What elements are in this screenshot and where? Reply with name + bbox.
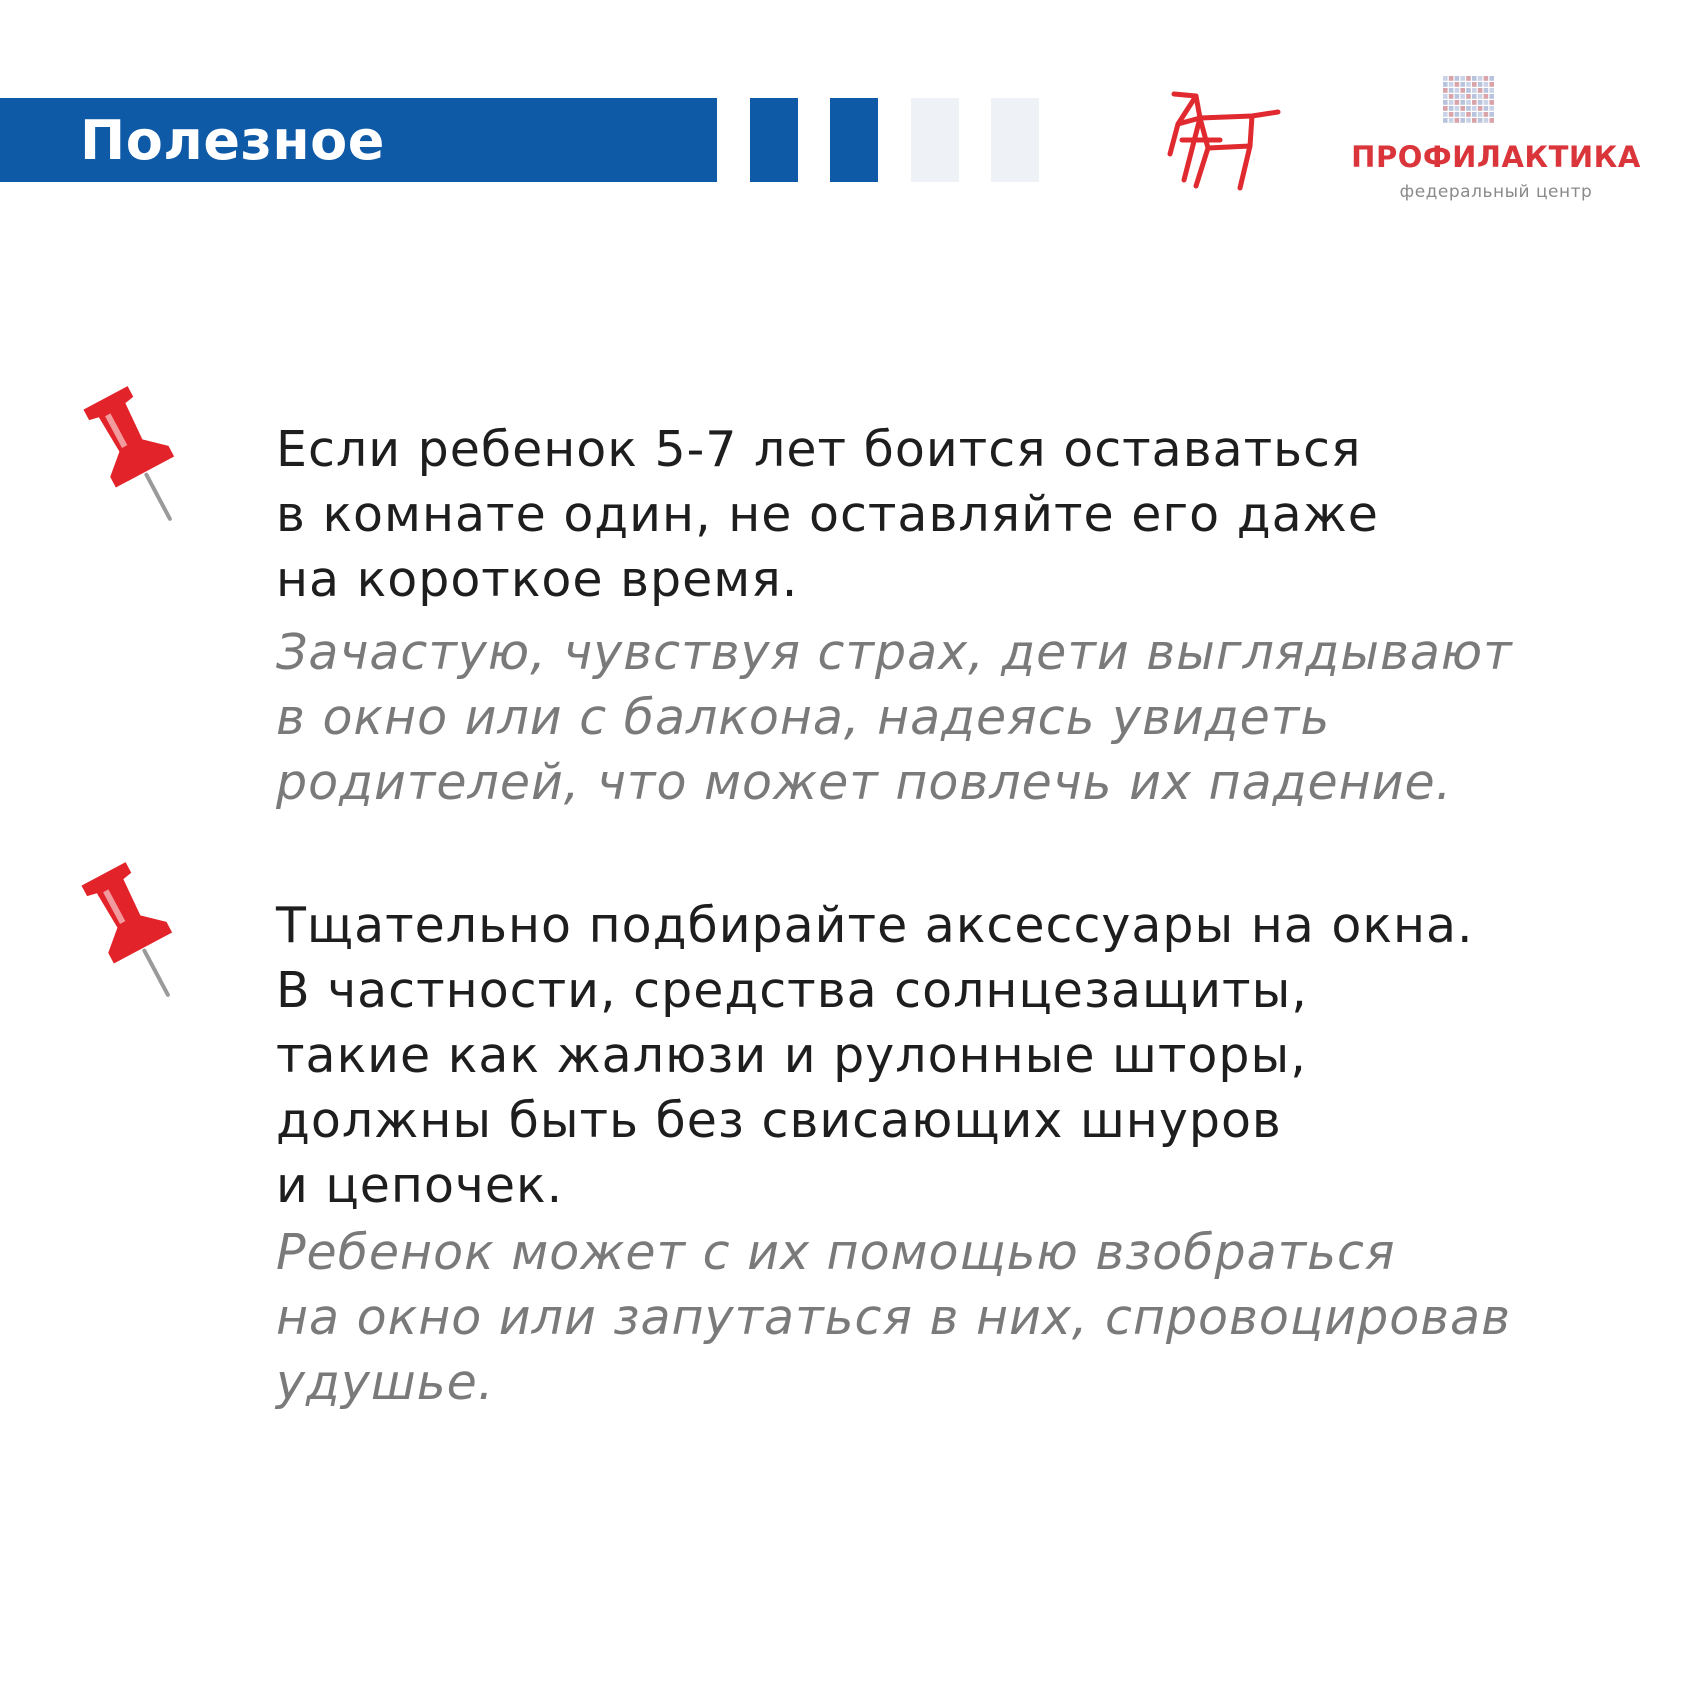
decor-block-light <box>991 98 1039 182</box>
brand-grid-cell <box>1455 94 1460 99</box>
brand-grid-cell <box>1460 106 1465 111</box>
brand-grid-cell <box>1455 100 1460 105</box>
brand-grid-cell <box>1443 88 1448 93</box>
brand-grid-cell <box>1489 106 1494 111</box>
brand-grid-cell <box>1449 76 1454 81</box>
brand-grid-cell <box>1472 94 1477 99</box>
note-line: в окно или с балкона, надеясь увидеть <box>276 689 1331 746</box>
brand-grid-cell <box>1466 106 1471 111</box>
brand-grid-cell <box>1484 100 1489 105</box>
brand-grid-cell <box>1489 118 1494 123</box>
page-title: Полезное <box>80 108 385 172</box>
brand-grid-cell <box>1484 88 1489 93</box>
tip-1-note-text <box>276 620 1656 815</box>
brand-grid-cell <box>1466 100 1471 105</box>
brand-grid-cell <box>1449 118 1454 123</box>
brand-subtitle: федеральный центр <box>1399 182 1593 202</box>
note-line: на окно или запутаться в них, спровоцировав <box>276 1289 1511 1346</box>
chair-logo-icon <box>1160 88 1285 193</box>
note-line: Ребенок может с их помощью взобраться <box>276 1224 1396 1281</box>
note-line: Зачастую, чувствуя страх, дети выглядывают <box>276 624 1513 681</box>
pushpin-icon <box>82 382 192 532</box>
brand-grid-cell <box>1472 118 1477 123</box>
brand-grid-cell <box>1478 106 1483 111</box>
brand-grid-icon <box>1443 76 1495 124</box>
tip-line: на короткое время. <box>276 551 799 608</box>
brand-grid-cell <box>1466 112 1471 117</box>
brand-grid-cell <box>1478 118 1483 123</box>
brand-grid-cell <box>1489 100 1494 105</box>
brand-grid-cell <box>1443 118 1448 123</box>
brand-grid-cell <box>1472 82 1477 87</box>
brand-grid-cell <box>1460 88 1465 93</box>
note-line: удушье. <box>276 1354 495 1411</box>
brand-grid-cell <box>1478 100 1483 105</box>
brand-grid-cell <box>1466 118 1471 123</box>
brand-grid-cell <box>1455 112 1460 117</box>
brand-grid-cell <box>1449 106 1454 111</box>
tip-line: должны быть без свисающих шнуров <box>276 1092 1282 1149</box>
brand-grid-cell <box>1472 100 1477 105</box>
pushpin-icon <box>80 858 190 1008</box>
brand-grid-cell <box>1443 94 1448 99</box>
brand-grid-cell <box>1478 82 1483 87</box>
brand-grid-cell <box>1455 118 1460 123</box>
brand-grid-cell <box>1472 106 1477 111</box>
brand-grid-cell <box>1484 118 1489 123</box>
brand-grid-cell <box>1455 82 1460 87</box>
brand-grid-cell <box>1460 76 1465 81</box>
brand-grid-cell <box>1478 88 1483 93</box>
brand-grid-cell <box>1443 106 1448 111</box>
decor-block-light <box>911 98 959 182</box>
brand-name: ПРОФИЛАКТИКА <box>1351 140 1641 174</box>
brand-grid-cell <box>1484 82 1489 87</box>
brand-grid-cell <box>1455 106 1460 111</box>
tip-line: В частности, средства солнцезащиты, <box>276 962 1308 1019</box>
brand-grid-cell <box>1472 112 1477 117</box>
brand-grid-cell <box>1466 82 1471 87</box>
brand-grid-cell <box>1449 100 1454 105</box>
brand-grid-cell <box>1460 118 1465 123</box>
brand-grid-cell <box>1466 76 1471 81</box>
note-line: родителей, что может повлечь их падение. <box>276 754 1453 811</box>
brand-grid-cell <box>1489 82 1494 87</box>
brand-grid-cell <box>1484 106 1489 111</box>
brand-grid-cell <box>1449 88 1454 93</box>
brand-grid-cell <box>1489 94 1494 99</box>
tip-line: и цепочек. <box>276 1157 564 1214</box>
brand-grid-cell <box>1460 112 1465 117</box>
brand-grid-cell <box>1484 94 1489 99</box>
tip-line: в комнате один, не оставляйте его даже <box>276 486 1379 543</box>
brand-grid-cell <box>1489 88 1494 93</box>
brand-grid-cell <box>1466 94 1471 99</box>
brand-grid-cell <box>1484 76 1489 81</box>
tip-2-note-text <box>276 1220 1656 1415</box>
brand-grid-cell <box>1443 76 1448 81</box>
brand-grid-cell <box>1455 88 1460 93</box>
tip-2-main-text <box>276 893 1616 1218</box>
brand-grid-cell <box>1489 112 1494 117</box>
brand-grid-cell <box>1449 112 1454 117</box>
brand-grid-cell <box>1449 94 1454 99</box>
tip-1-main-text <box>276 417 1616 612</box>
brand-grid-cell <box>1472 76 1477 81</box>
brand-grid-cell <box>1443 112 1448 117</box>
decor-block-dark <box>830 98 878 182</box>
brand-grid-cell <box>1478 76 1483 81</box>
brand-grid-cell <box>1460 100 1465 105</box>
tip-line: Тщательно подбирайте аксессуары на окна. <box>276 897 1474 954</box>
brand-grid-cell <box>1460 82 1465 87</box>
brand-grid-cell <box>1460 94 1465 99</box>
brand-grid-cell <box>1472 88 1477 93</box>
brand-grid-cell <box>1478 94 1483 99</box>
brand-grid-cell <box>1443 100 1448 105</box>
tip-line: Если ребенок 5-7 лет боится оставаться <box>276 421 1362 478</box>
decor-block-dark <box>750 98 798 182</box>
title-banner <box>0 98 717 182</box>
brand-grid-cell <box>1489 76 1494 81</box>
brand-grid-cell <box>1466 88 1471 93</box>
brand-grid-cell <box>1443 82 1448 87</box>
brand-grid-cell <box>1455 76 1460 81</box>
brand-grid-cell <box>1478 112 1483 117</box>
brand-logo <box>1330 70 1660 210</box>
brand-grid-cell <box>1484 112 1489 117</box>
brand-grid-cell <box>1449 82 1454 87</box>
tip-line: такие как жалюзи и рулонные шторы, <box>276 1027 1307 1084</box>
